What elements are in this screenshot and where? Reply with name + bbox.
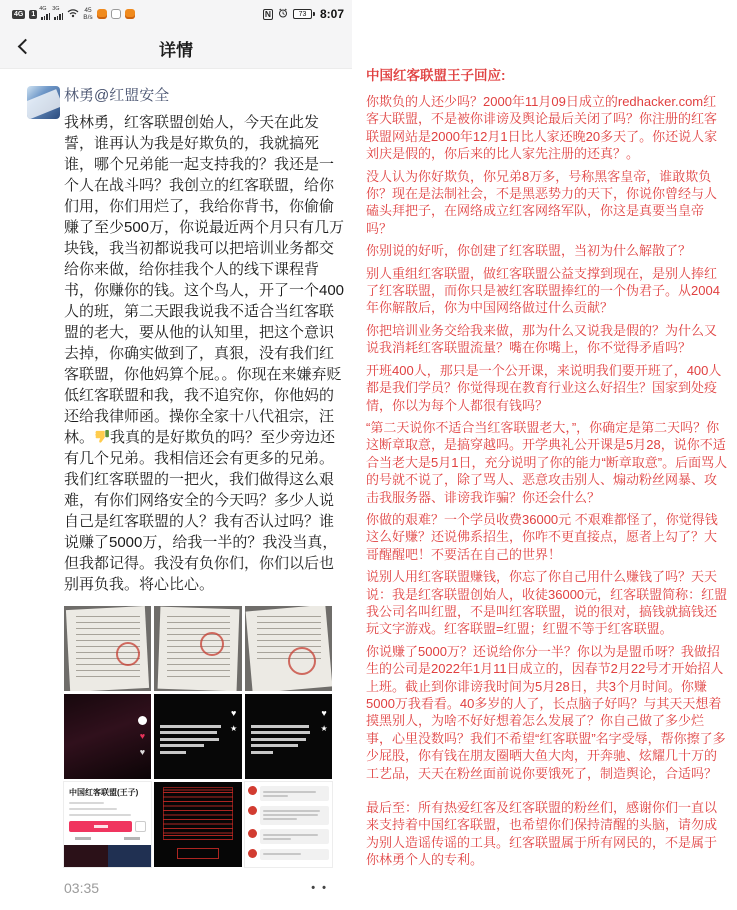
chat-row xyxy=(248,849,329,860)
post-body xyxy=(64,112,348,595)
post-image-chat-screenshot[interactable] xyxy=(245,782,332,867)
post-content xyxy=(64,84,348,896)
network-speed-value: 45 xyxy=(84,7,92,14)
response-paragraph: 没人认为你好欺负，你兄弟8万多，号称黑客皇帝，谁敢欺负你？现在是法制社会，不是黑恶势力的天下，你说你曾经与人磕头拜把子，在网络成立红客网络军队，你这是真要当皇帝吗？ xyxy=(366,168,718,236)
profile-more-button[interactable] xyxy=(135,821,146,832)
chat-row xyxy=(248,829,329,844)
page-title: 详情 xyxy=(159,41,193,60)
work-thumbnail-2 xyxy=(108,845,152,868)
response-title: 中国红客联盟王子回应: xyxy=(366,68,506,83)
response-panel xyxy=(352,0,737,910)
nav-bar xyxy=(0,26,352,69)
post-image-video-subtitles-2[interactable] xyxy=(245,694,332,779)
chat-row xyxy=(248,806,329,825)
signal-label-1: 4G xyxy=(39,5,47,12)
chat-bubble xyxy=(260,786,329,801)
thumbs-down-emoji xyxy=(94,429,110,444)
chat-bubble xyxy=(260,806,329,825)
work-thumbnail-1 xyxy=(64,845,108,868)
chat-bubble xyxy=(260,829,329,844)
profile-card-title: 中国红客联盟(王子) xyxy=(69,788,139,797)
status-bar xyxy=(0,0,352,26)
signal-label-2: 3G xyxy=(52,5,60,12)
app-notification-icon-2 xyxy=(125,9,135,19)
sim-badge: 1 xyxy=(31,10,36,18)
comment-icon: ♥ xyxy=(139,747,146,758)
subtitle-lines xyxy=(251,725,314,754)
profile-tabs xyxy=(69,837,146,840)
nfc-icon: N xyxy=(264,8,271,19)
star-icon: ★ xyxy=(230,724,238,734)
response-paragraph: 开班400人，那只是一个公开课，来说明我们要开班了，400人都是我们学员？你觉得现在教育行业这么好招生？国家到处疫情，你以为每个人都很有钱吗？ xyxy=(366,362,722,413)
post-meta-row xyxy=(64,880,328,896)
follow-button[interactable] xyxy=(69,821,132,832)
response-paragraph: 你把培训业务交给我来做，那为什么又说我是假的？为什么又说我消耗红客联盟流量？嘴在你嘴上，你不觉得矛盾吗？ xyxy=(366,322,718,356)
response-paragraph-final: 最后至：所有热爱红客及红客联盟的粉丝们，感谢你们一直以来支持着中国红客联盟，也希望你们保持清醒的头脑，请勿成为别人造谣传谣的工具。红客联盟属于所有网民的，不是属于你林勇个人的专利。 xyxy=(366,800,718,868)
response-paragraph: 你欺负的人还少吗？2000年11月09日成立的redhacker.com红客大联盟，不是被你诽谤及舆论最后关闭了吗？你注册的红客联盟网站是2000年12月1日比人家还晚20多天了。你还说人家刘庆是假的，你后来的比人家先注册的还真？。 xyxy=(366,94,718,162)
post-image-legal-doc-1[interactable] xyxy=(64,606,151,691)
profile-meta-line xyxy=(69,808,117,811)
app-notification-icon-1 xyxy=(97,9,107,19)
red-stamp xyxy=(200,632,224,656)
signal-icon-2 xyxy=(52,5,63,21)
heart-icon: ♥ xyxy=(321,708,327,719)
chat-avatar xyxy=(248,806,257,815)
status-bar-right xyxy=(263,5,344,23)
post-image-legal-doc-2[interactable] xyxy=(154,606,241,691)
post-timestamp: 03:35 xyxy=(64,880,100,896)
video-action-rail xyxy=(138,716,147,757)
profile-meta-line xyxy=(69,814,131,817)
response-paragraph: 你说赚了5000万？还说给你分一半？你以为是盟币呀？我做招生的公司是2022年1月11日成立的，因春节2月22号才开始招人上班。截止到你诽谤我时间为5月28日，共3个月时间。你赚5000万我看看。40多岁的人了，长点脑子好吗？与其天天想着摸黑别人，为啥不好好想着怎么发展了？你自己做了多少烂事，心里没数吗？我们不希望“红客联盟”名字受辱，帮你擦了多少屁股，你有钱在朋友圈晒大鱼大肉，开奔驰、炫耀几十万的工艺品，天天在粉丝面前说你要饿死了，制造舆论，合适吗？ xyxy=(366,643,726,781)
heart-icon: ♥ xyxy=(139,731,146,742)
network-speed xyxy=(83,7,92,21)
post-image-profile-card[interactable] xyxy=(64,782,151,867)
chat-avatar xyxy=(248,786,257,795)
profile-works-thumbnails xyxy=(64,845,151,868)
video-action-rail xyxy=(230,709,237,733)
alarm-icon xyxy=(278,5,288,23)
post-image-grid xyxy=(64,606,332,867)
phone-panel xyxy=(0,0,352,910)
red-stamp xyxy=(116,642,140,666)
hacked-red-box xyxy=(177,848,219,859)
chat-bubble xyxy=(260,849,329,860)
red-stamp xyxy=(288,647,316,675)
post-author[interactable]: 林勇@红盟安全 xyxy=(64,87,170,104)
response-paragraph: 你做的艰难？一个学员收费36000元 不艰难都怪了，你觉得钱这么好赚？还说佛系招生，你咋不更直接点，愿者上勾了？大哥醒醒吧！不要活在自己的世界！ xyxy=(366,511,718,562)
volte-badge: 4G xyxy=(14,10,24,18)
chat-avatar xyxy=(248,829,257,838)
network-speed-unit: B/s xyxy=(83,14,93,21)
video-avatar-icon xyxy=(138,716,147,725)
signal-icon-1 xyxy=(39,5,50,21)
response-paragraph: 说别人用红客联盟赚钱，你忘了你自己用什么赚钱了吗？天天说：我是红客联盟创始人，收徒36000元，红客联盟简称：红盟我公司名叫红盟，不是叫红客联盟，说的很对，搞钱就搞钱还玩文字游戏。红客联盟=红盟；红盟不等于红客联盟。 xyxy=(366,569,728,637)
post-body-text-2: 我真的是好欺负的吗？至少旁边还有几个兄弟。我相信还会有更多的兄弟。我们红客联盟的一把火，我们做得这么艰难，有你们网络安全的今天吗？多少人说自己是红客联盟的人？我有否认过吗？谁说赚了5000万，给我一半的？我没当真，但我都记得。我没有负你们，你们以后也别再负我。将心比心。 xyxy=(64,429,338,593)
video-action-rail xyxy=(320,709,327,733)
message-bubble-icon xyxy=(111,9,121,19)
profile-tab xyxy=(124,837,140,840)
status-bar-left xyxy=(12,5,263,23)
star-icon: ★ xyxy=(320,724,328,734)
post-image-video-subtitles-1[interactable] xyxy=(154,694,241,779)
more-actions-button[interactable]: • • xyxy=(311,882,328,894)
response-paragraph: “第二天说你不适合当红客联盟老大，”，你确定是第二天吗？你这断章取意，是搞穿越吗。开学典礼公开课是5月28，说你不适合当老大是5月1日，充分说明了你的能力“断章取意”。后面骂人的号就不说了，除了骂人、恶意攻击别人、煽动粉丝网暴、攻击我服务器、诽谤我诈骗？你还会什么？ xyxy=(366,419,728,505)
avatar[interactable] xyxy=(27,86,60,119)
battery-level: 73 xyxy=(293,9,312,19)
response-paragraph: 你别说的好听，你创建了红客联盟，当初为什么解散了？ xyxy=(366,243,692,259)
profile-actions xyxy=(69,821,146,832)
profile-meta-line xyxy=(69,802,104,805)
chat-row xyxy=(248,786,329,801)
post-image-legal-doc-3[interactable] xyxy=(245,606,332,691)
wifi-icon xyxy=(67,5,79,23)
hacked-red-text-block xyxy=(163,787,233,840)
profile-tab xyxy=(75,837,91,840)
subtitle-lines xyxy=(160,725,223,754)
status-time: 8:07 xyxy=(319,7,344,21)
battery-icon xyxy=(293,9,315,19)
post-image-video-dark[interactable] xyxy=(64,694,151,779)
heart-icon: ♥ xyxy=(231,708,237,719)
chat-avatar xyxy=(248,849,257,858)
response-paragraph: 别人重组红客联盟，做红客联盟公益支撑到现在，是别人捧红了红客联盟，而你只是被红客联盟捧红的一个伪君子。从2004年你解散后，你为中国网络做过什么贡献？ xyxy=(366,265,720,316)
post-body-text-1: 我林勇，红客联盟创始人，今天在此发誓，谁再认为我是好欺负的，我就搞死谁，哪个兄弟能一起支持我的？我还是一个人在战斗吗？我创立的红客联盟，给你们用，你们用烂了，我给你背书，你偷偷赚了至少500万，你说最近两个月只有几万块钱，我当初都说我可以把培训业务都交给你来做，给你挂我个人的线下课程背书，你赚你的钱。这个鸟人，开了一个400人的班，第二天跟我说我不适合当红客联盟的老大，要从他的认知里，把这个意识去掉，你确实做到了，真狠，没有我们红客联盟，你他妈算个屁。。你现在来嫌弃贬低红客联盟和我，我不追究你，你他妈的还给我律师函。操你全家十八代祖宗，汪林。 xyxy=(64,114,345,446)
post-image-hacked-screen[interactable] xyxy=(154,782,241,867)
